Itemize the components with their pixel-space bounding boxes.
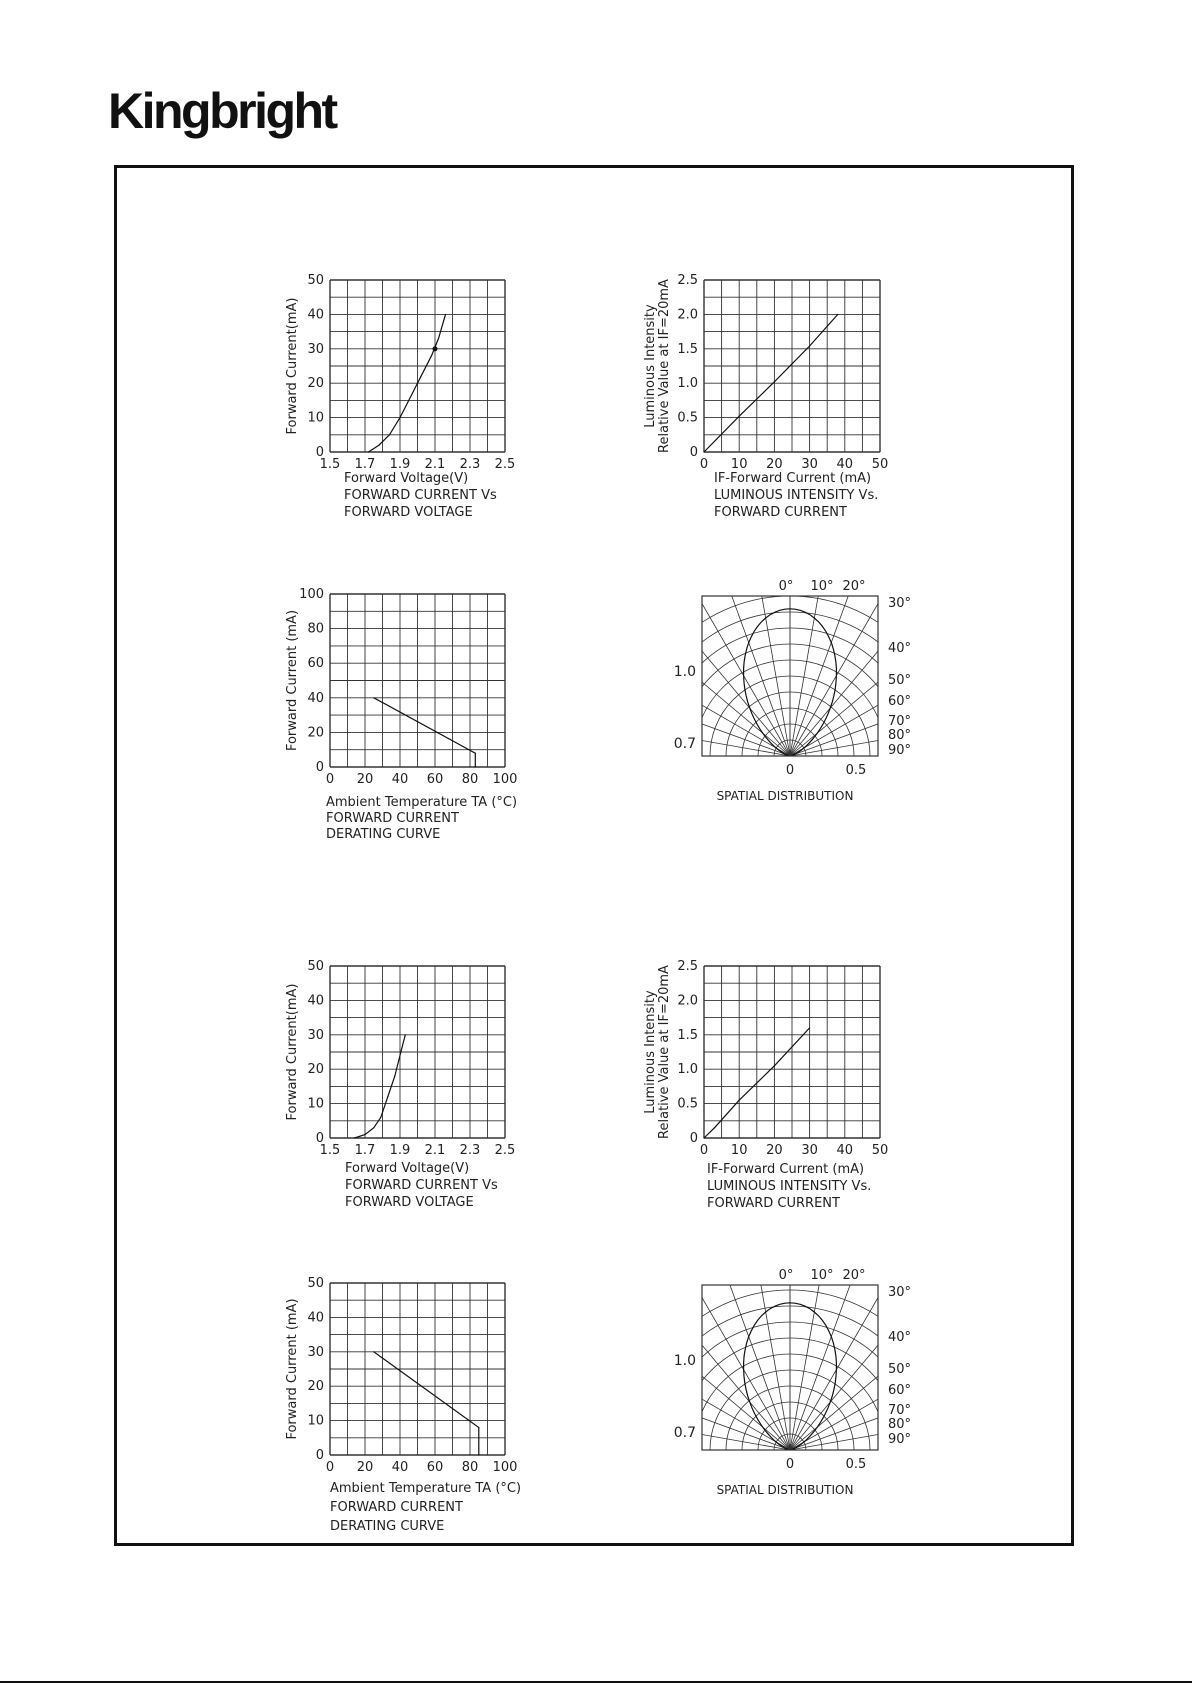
- data-point: [774, 1065, 775, 1066]
- data-point: [478, 1427, 479, 1428]
- data-point: [739, 1100, 740, 1101]
- y-tick-label: 0.5: [677, 410, 698, 426]
- y-tick-label: 0: [315, 760, 324, 775]
- data-point: [431, 355, 432, 356]
- x-axis-label: Forward Voltage(V): [345, 1161, 470, 1176]
- data-point: [809, 345, 810, 346]
- angle-label: 10°: [810, 579, 834, 594]
- chart-caption: FORWARD VOLTAGE: [344, 505, 473, 520]
- x-tick-label: 40: [391, 772, 409, 787]
- y-tick-label: 20: [307, 1379, 324, 1395]
- chart-caption: FORWARD VOLTAGE: [345, 1195, 474, 1210]
- data-point: [373, 1351, 374, 1352]
- polar-radial: [790, 362, 859, 756]
- angle-label: 30°: [888, 596, 912, 611]
- x-tick-label: 40: [836, 457, 854, 472]
- x-tick-label: 10: [730, 457, 748, 472]
- radial-label: 0.7: [673, 1425, 696, 1441]
- y-tick-label: 0: [315, 445, 324, 460]
- footer-rule: [0, 1681, 1192, 1683]
- chart-li2: [643, 959, 888, 1211]
- data-point: [703, 1137, 704, 1138]
- y-tick-label: 20: [307, 725, 324, 741]
- y-tick-label: 0.5: [677, 1096, 698, 1112]
- y-axis-label: Luminous Intensity: [643, 990, 658, 1114]
- angle-label: 10°: [810, 1268, 834, 1283]
- radial-label: 0.7: [673, 736, 696, 752]
- polar-x-label: 0.5: [845, 1457, 867, 1472]
- x-tick-label: 20: [356, 1460, 374, 1475]
- chart-caption: LUMINOUS INTENSITY Vs.: [707, 1179, 872, 1194]
- data-point: [405, 1034, 406, 1035]
- x-tick-label: 40: [836, 1143, 854, 1158]
- radial-label: 1.0: [673, 1353, 696, 1369]
- y-tick-label: 2.5: [677, 273, 698, 288]
- angle-label: 50°: [888, 1362, 912, 1377]
- x-tick-label: 30: [801, 457, 818, 472]
- polar-radial: [790, 619, 1166, 756]
- angle-label: 40°: [888, 1330, 912, 1345]
- radial-label: 1.0: [673, 664, 696, 680]
- polar-radial: [414, 619, 790, 756]
- data-point: [475, 766, 476, 767]
- x-axis-label: IF-Forward Current (mA): [707, 1162, 865, 1177]
- y-tick-label: 40: [307, 307, 324, 323]
- y-axis-label: Forward Current (mA): [285, 609, 300, 752]
- chart-caption: FORWARD CURRENT Vs: [345, 1178, 498, 1193]
- y-tick-label: 0: [689, 445, 698, 460]
- angle-label: 80°: [888, 1417, 912, 1432]
- angle-label: 70°: [888, 1403, 912, 1418]
- polar-x-label: 0.5: [845, 763, 867, 778]
- angle-label: 0°: [778, 1268, 794, 1283]
- x-tick-label: 40: [391, 1460, 409, 1475]
- polar-radial: [484, 499, 790, 756]
- angle-label: 20°: [842, 1268, 866, 1283]
- chart-caption: FORWARD CURRENT Vs: [344, 488, 497, 503]
- x-tick-label: 60: [426, 772, 444, 787]
- y-tick-label: 40: [307, 993, 324, 1009]
- y-tick-label: 40: [307, 1310, 324, 1326]
- data-point: [445, 314, 446, 315]
- data-point: [739, 416, 740, 417]
- data-point: [368, 451, 369, 452]
- x-tick-label: 1.7: [354, 1143, 376, 1158]
- y-tick-label: 1.5: [677, 1027, 698, 1043]
- data-point: [380, 1117, 381, 1118]
- angle-label: 60°: [888, 694, 912, 709]
- polar-radial: [414, 1313, 790, 1450]
- chart-sp1: [390, 356, 1190, 916]
- y-tick-label: 30: [307, 1027, 324, 1043]
- polar-radial: [396, 1381, 790, 1450]
- angle-label: 0°: [778, 579, 794, 594]
- x-tick-label: 2.1: [424, 457, 446, 472]
- y-tick-label: 30: [307, 341, 324, 357]
- data-point: [420, 376, 421, 377]
- data-point: [478, 1454, 479, 1455]
- polar-radial: [790, 1193, 1096, 1450]
- data-point: [438, 338, 439, 339]
- y-tick-label: 80: [307, 621, 324, 637]
- data-point: [774, 381, 775, 382]
- polar-radial: [790, 1381, 1184, 1450]
- y-tick-label: 1.0: [677, 376, 698, 392]
- polar-radial: [444, 556, 790, 756]
- x-tick-label: 60: [426, 1460, 444, 1475]
- chart-der2: [285, 1276, 521, 1534]
- data-point: [837, 314, 838, 315]
- x-tick-label: 2.3: [459, 1143, 481, 1158]
- angle-label: 80°: [888, 728, 912, 743]
- chart-iv2: [285, 959, 515, 1210]
- x-tick-label: 30: [801, 1143, 818, 1158]
- y-tick-label: 10: [307, 1096, 324, 1112]
- chart-iv1: [285, 273, 515, 520]
- x-tick-label: 1.9: [389, 1143, 411, 1158]
- angle-label: 90°: [888, 743, 912, 758]
- polar-radial: [721, 1056, 790, 1450]
- x-axis-label: IF-Forward Current (mA): [714, 471, 872, 486]
- data-point: [714, 1127, 715, 1128]
- y-tick-label: 50: [307, 959, 324, 974]
- y-tick-label: 10: [307, 1413, 324, 1429]
- data-point: [373, 697, 374, 698]
- angle-label: 90°: [888, 1432, 912, 1447]
- chart-caption: LUMINOUS INTENSITY Vs.: [714, 488, 879, 503]
- polar-radial: [790, 1056, 859, 1450]
- x-axis-label: Forward Voltage(V): [344, 471, 469, 486]
- y-axis-label: Relative Value at IF=20mA: [657, 279, 672, 453]
- y-axis-label: Relative Value at IF=20mA: [657, 965, 672, 1139]
- y-tick-label: 2.5: [677, 959, 698, 974]
- polar-x-label: 0: [785, 763, 795, 778]
- y-axis-label: Forward Current(mA): [285, 983, 300, 1121]
- data-point: [354, 1137, 355, 1138]
- angle-label: 30°: [888, 1285, 912, 1300]
- x-tick-label: 20: [766, 1143, 783, 1158]
- y-tick-label: 20: [307, 376, 324, 392]
- chart-caption: FORWARD CURRENT: [714, 505, 847, 520]
- chart-caption: FORWARD CURRENT: [326, 811, 459, 826]
- data-point: [410, 396, 411, 397]
- angle-label: 20°: [842, 579, 866, 594]
- polar-radial: [790, 687, 1184, 756]
- y-tick-label: 0: [315, 1448, 324, 1463]
- x-axis-label: Ambient Temperature TA (°C): [326, 795, 518, 810]
- data-point: [399, 417, 400, 418]
- chart-caption: DERATING CURVE: [330, 1519, 445, 1534]
- x-tick-label: 50: [871, 1143, 889, 1158]
- data-point: [373, 1127, 374, 1128]
- x-tick-label: 2.5: [494, 1143, 516, 1158]
- kingbright-logo: Kingbright: [108, 83, 336, 139]
- x-tick-label: 20: [356, 772, 374, 787]
- angle-label: 60°: [888, 1383, 912, 1398]
- data-point: [394, 1075, 395, 1076]
- x-tick-label: 0: [699, 1143, 709, 1158]
- x-tick-label: 2.3: [459, 457, 481, 472]
- y-tick-label: 1.0: [677, 1062, 698, 1078]
- y-axis-label: Forward Current(mA): [285, 297, 300, 435]
- polar-radial: [790, 499, 1096, 756]
- data-point: [703, 451, 704, 452]
- chart-caption: FORWARD CURRENT: [707, 1196, 840, 1211]
- x-tick-label: 2.5: [494, 457, 516, 472]
- x-tick-label: 20: [766, 457, 783, 472]
- chart-li1: [643, 273, 888, 520]
- data-point: [389, 434, 390, 435]
- y-axis-label: Luminous Intensity: [643, 304, 658, 428]
- polar-grid: [390, 1050, 1190, 1610]
- y-tick-label: 30: [307, 1344, 324, 1360]
- y-tick-label: 1.5: [677, 341, 698, 357]
- y-tick-label: 100: [299, 587, 324, 602]
- polar-radial: [396, 687, 790, 756]
- y-tick-label: 50: [307, 273, 324, 288]
- angle-label: 50°: [888, 673, 912, 688]
- x-axis-label: Ambient Temperature TA (°C): [330, 1481, 522, 1496]
- polar-radial: [590, 1104, 790, 1450]
- y-tick-label: 0: [315, 1131, 324, 1146]
- chart-caption: FORWARD CURRENT: [330, 1500, 463, 1515]
- polar-radial: [590, 410, 790, 756]
- polar-radial: [484, 1193, 790, 1450]
- y-tick-label: 40: [307, 690, 324, 706]
- y-tick-label: 2.0: [677, 307, 698, 323]
- chart-der1: [285, 587, 517, 842]
- y-tick-label: 2.0: [677, 993, 698, 1009]
- chart-sp2: [390, 1050, 1190, 1610]
- polar-x-label: 0: [785, 1457, 795, 1472]
- x-tick-label: 1.5: [319, 457, 341, 472]
- y-tick-label: 20: [307, 1062, 324, 1078]
- angle-label: 70°: [888, 714, 912, 729]
- x-tick-label: 1.9: [389, 457, 411, 472]
- x-tick-label: 0: [325, 1460, 335, 1475]
- x-tick-label: 100: [492, 772, 518, 787]
- chart-caption: SPATIAL DISTRIBUTION: [716, 1483, 854, 1497]
- data-point: [364, 1134, 365, 1135]
- data-point: [387, 1096, 388, 1097]
- polar-radial: [721, 362, 790, 756]
- data-point: [399, 1055, 400, 1056]
- polar-radial: [444, 1250, 790, 1450]
- x-tick-label: 1.7: [354, 457, 376, 472]
- y-tick-label: 50: [307, 1276, 324, 1291]
- x-tick-label: 1.5: [319, 1143, 341, 1158]
- data-point: [809, 1027, 810, 1028]
- marker-point: [433, 346, 438, 351]
- x-tick-label: 2.1: [424, 1143, 446, 1158]
- y-tick-label: 60: [307, 656, 324, 672]
- x-tick-label: 80: [461, 1460, 479, 1475]
- x-tick-label: 10: [730, 1143, 748, 1158]
- y-tick-label: 0: [689, 1131, 698, 1146]
- polar-grid: [390, 356, 1190, 916]
- x-tick-label: 50: [871, 457, 889, 472]
- angle-label: 40°: [888, 641, 912, 656]
- x-tick-label: 80: [461, 772, 479, 787]
- y-axis-label: Forward Current (mA): [285, 1298, 300, 1440]
- polar-radial: [790, 1313, 1166, 1450]
- chart-caption: DERATING CURVE: [326, 827, 441, 842]
- x-tick-label: 0: [325, 772, 335, 787]
- x-tick-label: 100: [492, 1460, 518, 1475]
- chart-caption: SPATIAL DISTRIBUTION: [716, 789, 854, 803]
- data-point: [378, 445, 379, 446]
- data-point: [475, 753, 476, 754]
- y-tick-label: 10: [307, 410, 324, 426]
- x-tick-label: 0: [699, 457, 709, 472]
